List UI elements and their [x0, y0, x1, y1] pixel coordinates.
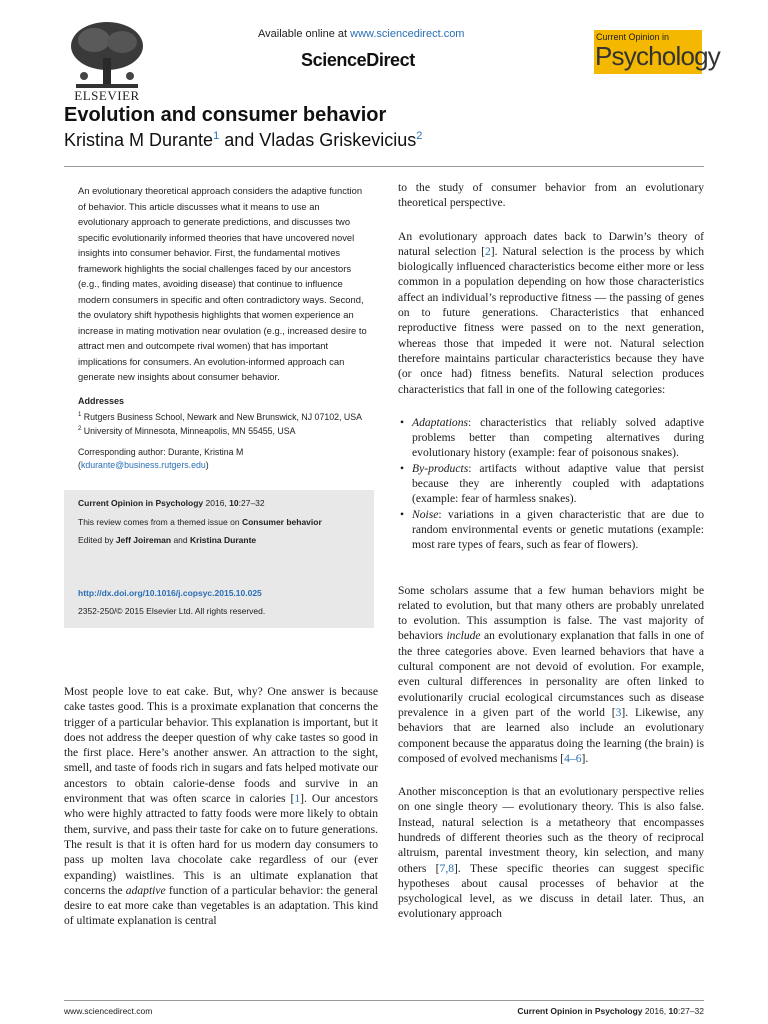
address-item: $^2$ University of Minnesota, Minneapolis, MN 55455, USA — [78, 426, 296, 437]
author-name: Kristina M Durante — [64, 130, 214, 150]
citation-ref[interactable]: 2 — [484, 244, 491, 258]
themed-issue-name: Consumer behavior — [241, 517, 322, 527]
correspondence — [78, 446, 372, 471]
body-paragraph: Another misconception is that an evolutionary perspective relies on one single theory — evolutionary theory. This is also false. Instead, natural selection is a metatheory that encompasses hundreds of different theories such as the theory of reciprocal altruism, parental investment theory, kin selection, and many others [7,8]. These specific theories can suggest specific hypotheses about causal processes of behavior at the psychological level, as we discuss in detail later. Thus, an evolutionary approach — [398, 785, 705, 921]
list-item: • Noise: variations in a given characteristic that are due to random environmental events or genetic mutations (example: most rare types of fears, such as fear of flowers). — [398, 507, 704, 553]
body-paragraph: to the study of consumer behavior from an evolutionary theoretical perspective. — [398, 181, 704, 210]
list-item: • Adaptations: characteristics that reliably solved adaptive problems better than competing alternatives during evolutionary history (example: fear of poisonous snakes). — [398, 415, 704, 461]
body-paragraph: Most people love to eat cake. But, why? One answer is because cake tastes good. This is a proximate explanation that concerns the trigger of a particular behavior. This explanation is important, but it does not address the deeper question of why cake tastes so good in the first place. Here’s another answer. An attraction to the sight, smell, and taste of foods rich in sugars and fats helped motivate our ancestors to obtain calorie-dense foods and survive in an environment that was often scarce in calories [1]. Our ancestors who were highly attracted to fatty foods were more likely to obtain them, survive, and pass their taste for cake on to future generations. The result is that it is often hard for us modern day consumers to pass up molten lava chocolate cake regardless of our (ever expanding) waistlines. This is an ultimate explanation that concerns the adaptive function of a particular behavior: the general desire to eat more cake than vegetables is an adaptation. This kind of ultimate explanation is central — [64, 685, 378, 928]
address-item: $^1$ Rutgers Business School, Newark and New Brunswick, NJ 07102, USA — [78, 411, 362, 422]
journal-banner-small: Current Opinion in — [596, 32, 670, 42]
sciencedirect-brand: ScienceDirect — [301, 50, 415, 70]
sciencedirect-link[interactable]: www.sciencedirect.com — [350, 28, 465, 40]
correspondence-email-line: (kdurante@business.rutgers.edu) — [78, 459, 209, 470]
citation-line: Current Opinion in Psychology 2016, 10:27–32 — [78, 498, 265, 508]
footer-divider — [64, 1000, 704, 1001]
abstract: An evolutionary theoretical approach considers the adaptive function of behavior. This article discusses what it means to use an evolutionary approach to generate predictions, and discusses two specific evolutionarily informed theories that have uncovered novel insights into consumer behavior. First, the fundamental motives framework highlights the social challenges faced by our ancestors (e.g., finding mates, avoiding disease) that continue to influence modern consumers in specific and often contradictory ways. Second, the ovulatory shift hypothesis highlights that women experience an increase in mating motivation near ovulation (e.g., increased desire to attract men and outcompete rival women) that has important implications for consumers. An evolution-informed approach can generate new insights about consumer behavior. — [78, 185, 367, 382]
citation-ref[interactable]: 1 — [294, 792, 301, 806]
themed-issue-line: This review comes from a themed issue on Consumer behavior — [78, 517, 322, 527]
author-affiliation-ref[interactable]: 1 — [213, 130, 220, 142]
copyright-line: 2352-250/© 2015 Elsevier Ltd. All rights reserved. — [78, 606, 266, 616]
author-affiliation-ref[interactable]: 2 — [416, 130, 423, 142]
author-joiner: and — [219, 130, 260, 150]
publisher-wordmark: ELSEVIER — [74, 88, 140, 103]
category-list — [398, 415, 704, 553]
address-list — [78, 409, 388, 438]
author-list — [64, 130, 422, 151]
correspondence-label: Corresponding author: Durante, Kristina M — [78, 447, 244, 457]
body-paragraph: Some scholars assume that a few human behaviors might be related to evolution, but that many others are probably unrelated to evolution. This assumption is false. The vast majority of behaviors include an evolutionary explanation that falls in one of the three categories above. Even learned behaviors that have a cultural component are not devoid of evolution. For example, even cultural differences in personality are often linked to evolutionarily crucial ecological circumstances such as disease prevalence in a given part of the world [3]. Likewise, any behaviors that are learned also include an evolutionary component because the apparatus doing the learning (the brain) is composed of evolved mechanisms [4–6]. — [398, 583, 704, 765]
footer-site-link[interactable]: www.sciencedirect.com — [64, 1006, 153, 1016]
footer-citation: Current Opinion in Psychology 2016, 10:27–32 — [517, 1006, 704, 1016]
editors-line: Edited by Jeff Joireman and Kristina Durante — [78, 535, 257, 545]
available-prefix: Available online at — [258, 28, 351, 40]
available-online-line — [258, 28, 464, 40]
title-divider — [64, 166, 704, 167]
article-title: Evolution and consumer behavior — [64, 104, 387, 126]
author-name: Vladas Griskevicius — [259, 130, 417, 150]
citation-ref[interactable]: 4–6 — [564, 751, 582, 765]
list-item: • By-products: artifacts without adaptive value that persist because they are inherently coupled with adaptations (example: fear of harmless snakes). — [398, 461, 704, 507]
doi-link[interactable]: http://dx.doi.org/10.1016/j.copsyc.2015.10.025 — [78, 588, 262, 598]
citation-ref[interactable]: 3 — [615, 705, 622, 719]
body-paragraph: An evolutionary approach dates back to Darwin’s theory of natural selection [2]. Natural selection is the process by which biologically influenced characteristics become either more or less common in a population depending on how those characteristics affect an individual’s reproductive fitness — the passing of genes on to future generations. Characteristics that enhanced reproductive fitness were passed on to the next generation, whereas those that impeded it were not. Natural selection therefore maintains particular characteristics because they have (or once had) fitness benefits. Natural selection produces characteristics that fall in one of the following categories: — [398, 229, 704, 396]
right-column — [398, 180, 704, 940]
addresses-heading: Addresses — [78, 396, 125, 406]
author-email-link[interactable]: kdurante@business.rutgers.edu — [80, 459, 206, 470]
journal-banner-title: Psychology — [595, 41, 720, 71]
citation-ref[interactable]: 7,8 — [439, 861, 455, 875]
